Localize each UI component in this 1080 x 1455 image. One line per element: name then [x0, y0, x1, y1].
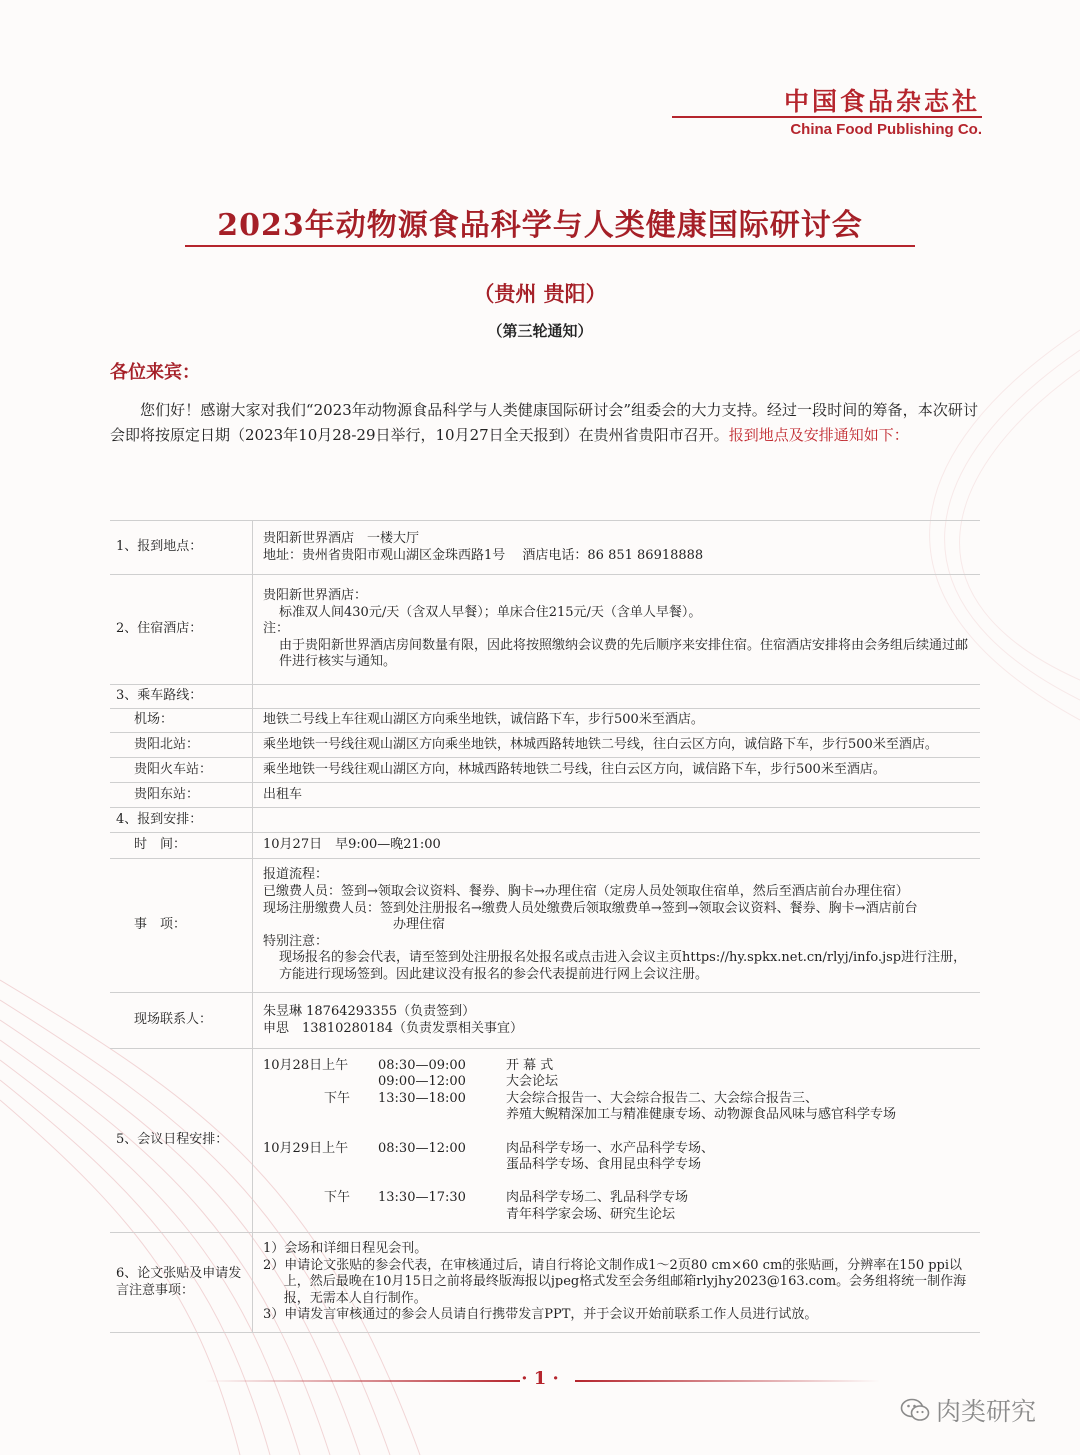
- row-content: 出租车: [253, 783, 981, 808]
- schedule-event: 蛋品科学专场、食用昆虫科学专场: [506, 1157, 702, 1173]
- schedule-event: 大会论坛: [506, 1074, 559, 1090]
- row-label: 贵阳北站：: [110, 733, 253, 758]
- table-row: [110, 833, 980, 859]
- publisher-name-cn: 中国食品杂志社: [783, 87, 980, 116]
- intro-highlight: 报到地点及安排通知如下：: [728, 426, 909, 444]
- row-content: [253, 993, 981, 1049]
- schedule-event: 开 幕 式: [506, 1057, 554, 1073]
- schedule-day: 下午: [323, 1090, 350, 1106]
- schedule-event: 肉品科学专场一、水产品科学专场、: [506, 1140, 715, 1156]
- text-line: 朱昱琳 18764293355（负责签到）: [263, 1003, 476, 1019]
- row-content: [253, 859, 981, 993]
- watermark-text: 肉类研究: [936, 1397, 1037, 1426]
- table-row: [110, 1233, 980, 1333]
- intro-text: 您们好！感谢大家对我们“2023年动物源食品科学与人类健康国际研讨会”组委会的大力支持。经过一段时间的筹备，本次研讨会即将按原定日期（2023年10月28-29日举行，10月27日全天报到）在贵州省贵阳市召开。: [110, 401, 978, 444]
- text-line: 贵阳新世界酒店：: [263, 588, 368, 604]
- table-row: [110, 709, 980, 733]
- row-content: [253, 521, 981, 575]
- table-row: [110, 859, 980, 993]
- table-row: [110, 521, 980, 575]
- row-label: 1、报到地点：: [110, 521, 253, 575]
- salutation: 各位来宾：: [110, 362, 200, 383]
- row-content: 乘坐地铁一号线往观山湖区方向乘坐地铁，林城西路转地铁二号线，往白云区方向，诚信路下车，步行500米至酒店。: [253, 733, 981, 758]
- wechat-icon: [900, 1397, 930, 1423]
- publisher-rule: [672, 116, 982, 118]
- row-label: 4、报到安排：: [110, 808, 253, 833]
- text-line: 特别注意：: [263, 933, 329, 949]
- watermark: [900, 1392, 1036, 1428]
- table-row: [110, 733, 980, 758]
- schedule-event: 养殖大鲵精深加工与精准健康专场、动物源食品风味与感官科学专场: [506, 1107, 897, 1123]
- schedule-grid: [263, 1058, 970, 1224]
- text-line: 现场报名的参会代表，请至签到处注册报名处报名或点击进入会议主页https://hy.spkx.net.cn/rlyj/info.jsp进行注册，方能进行现场签到。因此建议没有报名的参会代表提前进行网上会议注册。: [279, 950, 967, 982]
- text-line: 2）申请论文张贴的参会代表，在审核通过后，请自行将论文制作成1～2页80 cm×60 cm的张贴画，分辨率在150 ppi以上，然后最晚在10月15日之前将最终版海报以jpeg格式发至会务组邮箱rlyjhy2023@163.com。会务组将统一制作海报，无需本人自行制作。: [263, 1257, 967, 1306]
- schedule-time: 09:00—12:00: [378, 1074, 466, 1090]
- text-line: 由于贵阳新世界酒店房间数量有限，因此将按照缴纳会议费的先后顺序来安排住宿。住宿酒店安排将由会务组后续通过邮件进行核实与通知。: [279, 637, 969, 670]
- text-line: 3）申请发言审核通过的参会人员请自行携带发言PPT，并于会议开始前联系工作人员进行试放。: [263, 1307, 818, 1323]
- location-subtitle: （贵州 贵阳）: [473, 281, 607, 306]
- table-row: [110, 808, 980, 833]
- schedule-day: 10月28日上午: [263, 1057, 349, 1073]
- text-line: 现场注册缴费人员：签到处注册报名→缴费人员处缴费后领取缴费单→签到→领取会议资料、餐券、胸卡→酒店前台: [263, 900, 918, 916]
- row-label: 5、会议日程安排：: [110, 1049, 253, 1233]
- row-content: [253, 575, 981, 685]
- schedule-content: [253, 1049, 981, 1233]
- row-label: 贵阳东站：: [110, 783, 253, 808]
- text-line: 申思 13810280184（负责发票相关事宜）: [263, 1020, 523, 1036]
- page-number: · 1 ·: [521, 1368, 559, 1389]
- text-line: 贵阳新世界酒店 一楼大厅: [263, 530, 420, 546]
- table-row: [110, 783, 980, 808]
- row-label: 2、住宿酒店：: [110, 575, 253, 685]
- text-line: 注：: [263, 621, 290, 637]
- intro-paragraph: [110, 398, 978, 448]
- text-line: 报道流程：: [263, 867, 329, 883]
- row-label: 3、乘车路线：: [110, 685, 253, 709]
- row-content: 地铁二号线上车往观山湖区方向乘坐地铁，诚信路下车，步行500米至酒店。: [253, 709, 981, 733]
- text-line: 标准双人间430元/天（含双人早餐）；单床合住215元/天（含单人早餐）。: [279, 604, 702, 620]
- notice-round: （第三轮通知）: [487, 322, 593, 340]
- schedule-time: 08:30—12:00: [378, 1140, 466, 1156]
- row-label: 现场联系人：: [110, 993, 253, 1049]
- row-label: 贵阳火车站：: [110, 758, 253, 783]
- text-line: 已缴费人员：签到→领取会议资料、餐券、胸卡→办理住宿（定房人员处领取住宿单，然后至酒店前台办理住宿）: [263, 884, 909, 900]
- row-content: 乘坐地铁一号线往观山湖区方向，林城西路转地铁二号线，往白云区方向，诚信路下车，步行500米至酒店。: [253, 758, 981, 783]
- schedule-event: 肉品科学专场二、乳品科学专场: [506, 1190, 689, 1206]
- row-content: 10月27日 早9:00—晚21:00: [253, 833, 981, 859]
- row-label: 时 间：: [110, 833, 253, 859]
- table-row: [110, 1049, 980, 1233]
- schedule-time: 13:30—17:30: [378, 1190, 466, 1206]
- table-row: [110, 993, 980, 1049]
- row-label: 事 项：: [110, 859, 253, 993]
- schedule-event: 青年科学家会场、研究生论坛: [506, 1206, 676, 1222]
- schedule-time: 08:30—09:00: [378, 1057, 466, 1073]
- table-row: [110, 758, 980, 783]
- table-row: [110, 575, 980, 685]
- row-label: 机场：: [110, 709, 253, 733]
- row-content: [253, 1233, 981, 1333]
- text-line: 地址：贵州省贵阳市观山湖区金珠西路1号 酒店电话：86 851 86918888: [263, 547, 704, 563]
- table-row: [110, 685, 980, 709]
- schedule-event: 大会综合报告一、大会综合报告二、大会综合报告三、: [506, 1090, 819, 1106]
- row-label: 6、论文张贴及申请发言注意事项：: [110, 1233, 253, 1333]
- title-underline: [185, 245, 915, 247]
- text-line: 办理住宿: [393, 917, 446, 933]
- text-line: 1）会场和详细日程见会刊。: [263, 1241, 428, 1257]
- info-table: [110, 520, 980, 1333]
- schedule-day: 下午: [323, 1190, 350, 1206]
- publisher-name-en: China Food Publishing Co.: [790, 121, 982, 138]
- page-title: 2023年动物源食品科学与人类健康国际研讨会: [217, 208, 863, 243]
- schedule-time: 13:30—18:00: [378, 1090, 466, 1106]
- schedule-day: 10月29日上午: [263, 1140, 349, 1156]
